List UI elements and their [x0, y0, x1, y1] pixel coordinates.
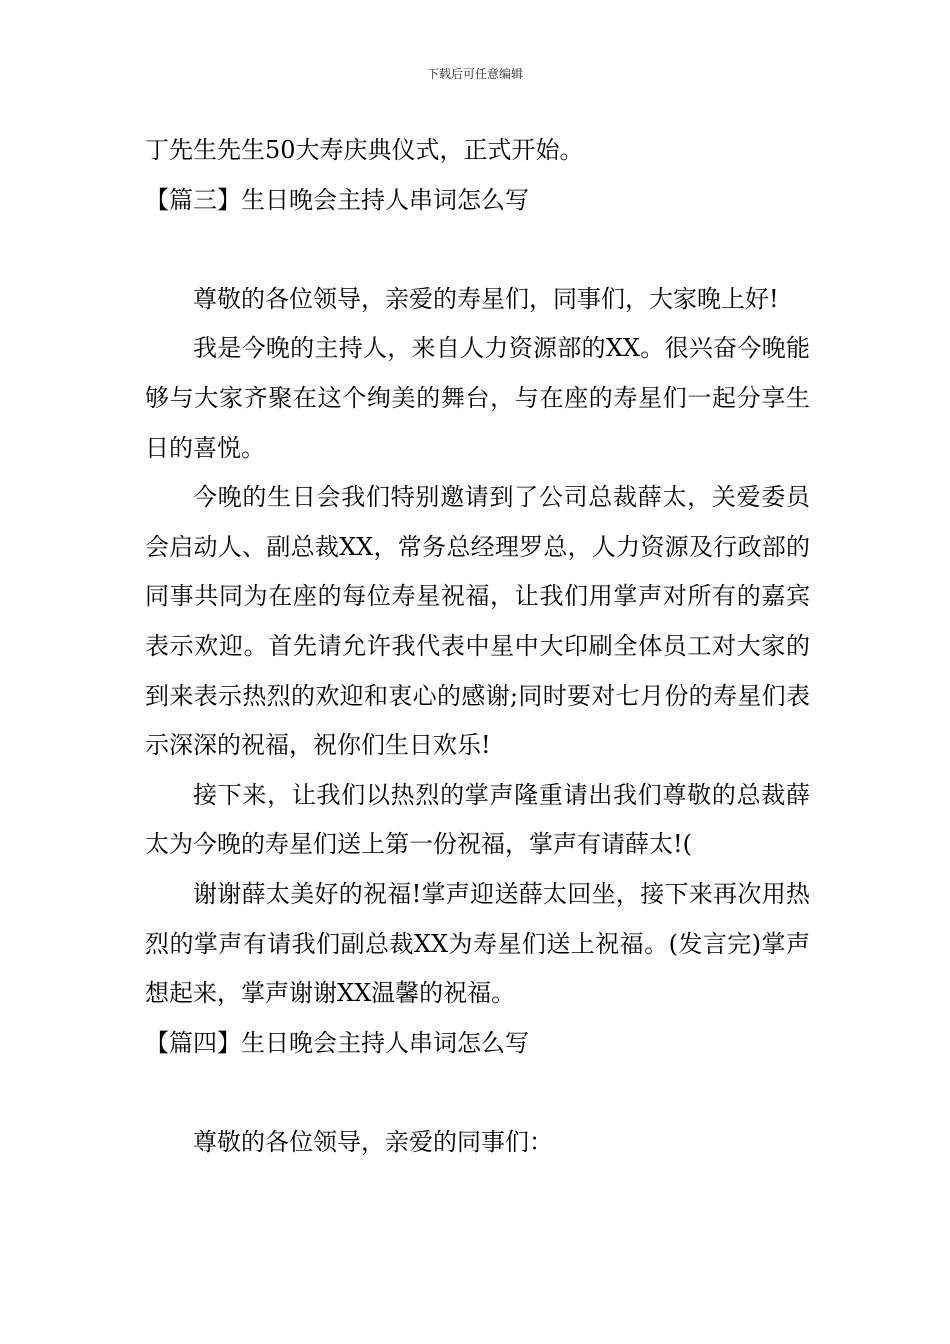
paragraph-president-invite: 接下来，让我们以热烈的掌声隆重请出我们尊敬的总裁薛太为今晚的寿星们送上第一份祝福，掌声有请薛太!( — [145, 780, 810, 859]
section-heading-3: 【篇三】生日晚会主持人串词怎么写 — [145, 185, 529, 214]
paragraph-guests-welcome: 今晚的生日会我们特别邀请到了公司总裁薛太，关爱委员会启动人、副总裁XX，常务总经理罗总，人力资源及行政部的同事共同为在座的每位寿星祝福，让我们用掌声对所有的嘉宾表示欢迎。首先请允许我代表中星中大印刷全体员工对大家的到来表示热烈的欢迎和衷心的感谢;同时要对七月份的寿星们表示深深的祝福，祝你们生日欢乐! — [145, 483, 810, 760]
blank-line — [145, 225, 810, 275]
document-body — [145, 126, 810, 1167]
paragraph-host-intro: 我是今晚的主持人，来自人力资源部的XX。很兴奋今晚能够与大家齐聚在这个绚美的舞台，与在座的寿星们一起分享生日的喜悦。 — [145, 334, 810, 462]
paragraph-ceremony-start: 丁先生先生50大寿庆典仪式，正式开始。 — [145, 136, 584, 164]
paragraph-thanks: 谢谢薛太美好的祝福!掌声迎送薛太回坐，接下来再次用热烈的掌声有请我们副总裁XX为寿星们送上祝福。(发言完)掌声想起来，掌声谢谢XX温馨的祝福。 — [145, 879, 810, 1008]
blank-line — [145, 1068, 810, 1118]
section-heading-4: 【篇四】生日晚会主持人串词怎么写 — [145, 1028, 529, 1057]
paragraph-greeting: 尊敬的各位领导，亲爱的寿星们，同事们，大家晚上好! — [193, 284, 779, 313]
page-header: 下载后可任意编辑 — [426, 67, 523, 81]
paragraph-greeting-2: 尊敬的各位领导，亲爱的同事们： — [193, 1127, 553, 1156]
